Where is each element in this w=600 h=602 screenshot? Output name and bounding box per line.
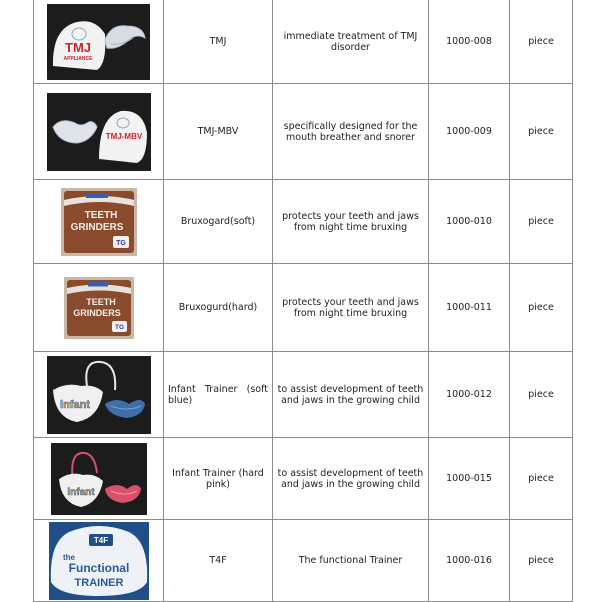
product-description: to assist development of teeth and jaws in the growing child — [273, 352, 429, 438]
svg-text:TMJ: TMJ — [65, 39, 91, 55]
svg-text:Functional: Functional — [68, 560, 129, 575]
product-code: 1000-012 — [429, 352, 510, 438]
product-name: TMJ-MBV — [164, 84, 273, 180]
product-description: protects your teeth and jaws from night time bruxing — [273, 180, 429, 264]
product-name: Infant Trainer (hard pink) — [164, 438, 273, 520]
svg-text:TG: TG — [114, 323, 124, 331]
tmj-mbv-appliance-photo-icon — [47, 93, 151, 171]
table-row — [34, 352, 573, 438]
product-description: protects your teeth and jaws from night time bruxing — [273, 264, 429, 352]
product-code: 1000-015 — [429, 438, 510, 520]
infant-trainer-pink-photo-icon — [51, 443, 147, 515]
product-code: 1000-009 — [429, 84, 510, 180]
svg-text:TMJ-MBV: TMJ-MBV — [105, 131, 142, 141]
product-name: TMJ — [164, 0, 273, 84]
table-row — [34, 264, 573, 352]
svg-text:APPLIANCE: APPLIANCE — [63, 55, 93, 62]
tmj-appliance-photo-icon — [47, 4, 150, 80]
t4f-functional-trainer-photo-icon — [49, 522, 149, 600]
teeth-grinders-box-photo-icon — [61, 188, 137, 256]
svg-text:GRINDERS: GRINDERS — [72, 307, 121, 318]
product-unit: piece — [510, 264, 573, 352]
teeth-grinders-box-photo-icon — [64, 277, 134, 339]
svg-text:TG: TG — [115, 239, 126, 247]
svg-text:TEETH: TEETH — [84, 209, 117, 221]
product-description: The functional Trainer — [273, 520, 429, 602]
product-description: specifically designed for the mouth breather and snorer — [273, 84, 429, 180]
table-row — [34, 84, 573, 180]
product-photo-cell — [34, 520, 164, 602]
product-description: immediate treatment of TMJ disorder — [273, 0, 429, 84]
product-code: 1000-016 — [429, 520, 510, 602]
product-code: 1000-008 — [429, 0, 510, 84]
product-photo-cell — [34, 438, 164, 520]
product-unit: piece — [510, 0, 573, 84]
table-row — [34, 180, 573, 264]
svg-text:TRAINER: TRAINER — [74, 576, 123, 589]
table-row — [34, 0, 573, 84]
svg-text:infant: infant — [66, 486, 95, 498]
product-code: 1000-010 — [429, 180, 510, 264]
product-photo-cell — [34, 84, 164, 180]
product-name: Infant Trainer (soft blue) — [164, 352, 273, 438]
svg-text:T4F: T4F — [93, 535, 108, 545]
product-photo-cell — [34, 264, 164, 352]
product-photo-cell — [34, 0, 164, 84]
svg-text:GRINDERS: GRINDERS — [70, 221, 123, 233]
product-name: Bruxogard(soft) — [164, 180, 273, 264]
product-photo-cell — [34, 180, 164, 264]
table-row — [34, 438, 573, 520]
product-unit: piece — [510, 84, 573, 180]
product-name: Bruxogurd(hard) — [164, 264, 273, 352]
product-code: 1000-011 — [429, 264, 510, 352]
table-row — [34, 520, 573, 602]
svg-text:infant: infant — [59, 398, 90, 411]
product-unit: piece — [510, 352, 573, 438]
product-unit: piece — [510, 180, 573, 264]
infant-trainer-blue-photo-icon — [47, 356, 151, 434]
product-unit: piece — [510, 438, 573, 520]
svg-text:the: the — [62, 552, 75, 562]
product-name: T4F — [164, 520, 273, 602]
product-table — [33, 0, 573, 602]
product-photo-cell — [34, 352, 164, 438]
product-description: to assist development of teeth and jaws in the growing child — [273, 438, 429, 520]
product-unit: piece — [510, 520, 573, 602]
svg-text:TEETH: TEETH — [85, 296, 116, 307]
